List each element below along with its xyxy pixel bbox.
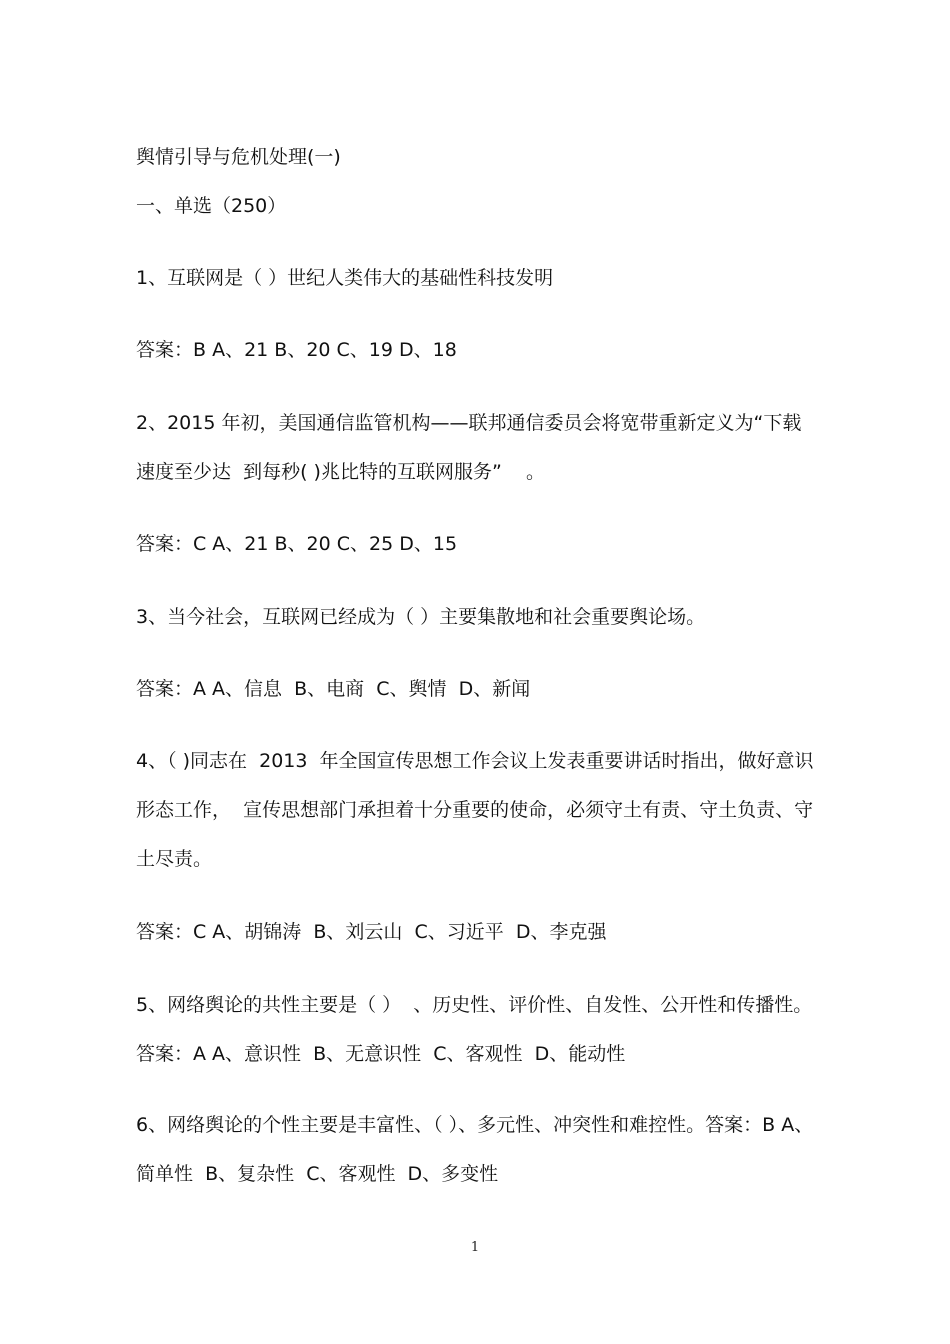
question-4-line-3: 土尽责。 bbox=[136, 848, 213, 870]
answer-5: 答案：A A、意识性 B、无意识性 C、客观性 D、能动性 bbox=[136, 1043, 626, 1065]
question-5: 5、网络舆论的共性主要是（ ） 、历史性、评价性、自发性、公开性和传播性。 bbox=[136, 994, 813, 1016]
answer-3: 答案：A A、信息 B、电商 C、舆情 D、新闻 bbox=[136, 678, 531, 700]
answer-1: 答案：B A、21 B、20 C、19 D、18 bbox=[136, 339, 457, 361]
page-number: 1 bbox=[470, 1240, 480, 1255]
question-4-line-2: 形态工作， 宣传思想部门承担着十分重要的使命，必须守土有责、守土负责、守 bbox=[136, 799, 814, 821]
section-heading: 一、单选（250） bbox=[136, 195, 287, 217]
question-6-line-2: 简单性 B、复杂性 C、客观性 D、多变性 bbox=[136, 1163, 499, 1185]
question-2-line-2: 速度至少达 到每秒( )兆比特的互联网服务” 。 bbox=[136, 461, 545, 483]
document-title: 舆情引导与危机处理(一) bbox=[136, 146, 341, 168]
question-3: 3、当今社会，互联网已经成为（ ）主要集散地和社会重要舆论场。 bbox=[136, 606, 706, 628]
answer-2: 答案：C A、21 B、20 C、25 D、15 bbox=[136, 533, 458, 555]
question-2-line-1: 2、2015 年初，美国通信监管机构——联邦通信委员会将宽带重新定义为“下载 bbox=[136, 412, 802, 434]
question-6-line-1: 6、网络舆论的个性主要是丰富性、（ ）、多元性、冲突性和难控性。答案：B A、 bbox=[136, 1114, 814, 1136]
question-4-line-1: 4、（ )同志在 2013 年全国宣传思想工作会议上发表重要讲话时指出，做好意识 bbox=[136, 750, 814, 772]
answer-4: 答案：C A、胡锦涛 B、刘云山 C、习近平 D、李克强 bbox=[136, 921, 607, 943]
question-1: 1、互联网是（ ）世纪人类伟大的基础性科技发明 bbox=[136, 267, 554, 289]
